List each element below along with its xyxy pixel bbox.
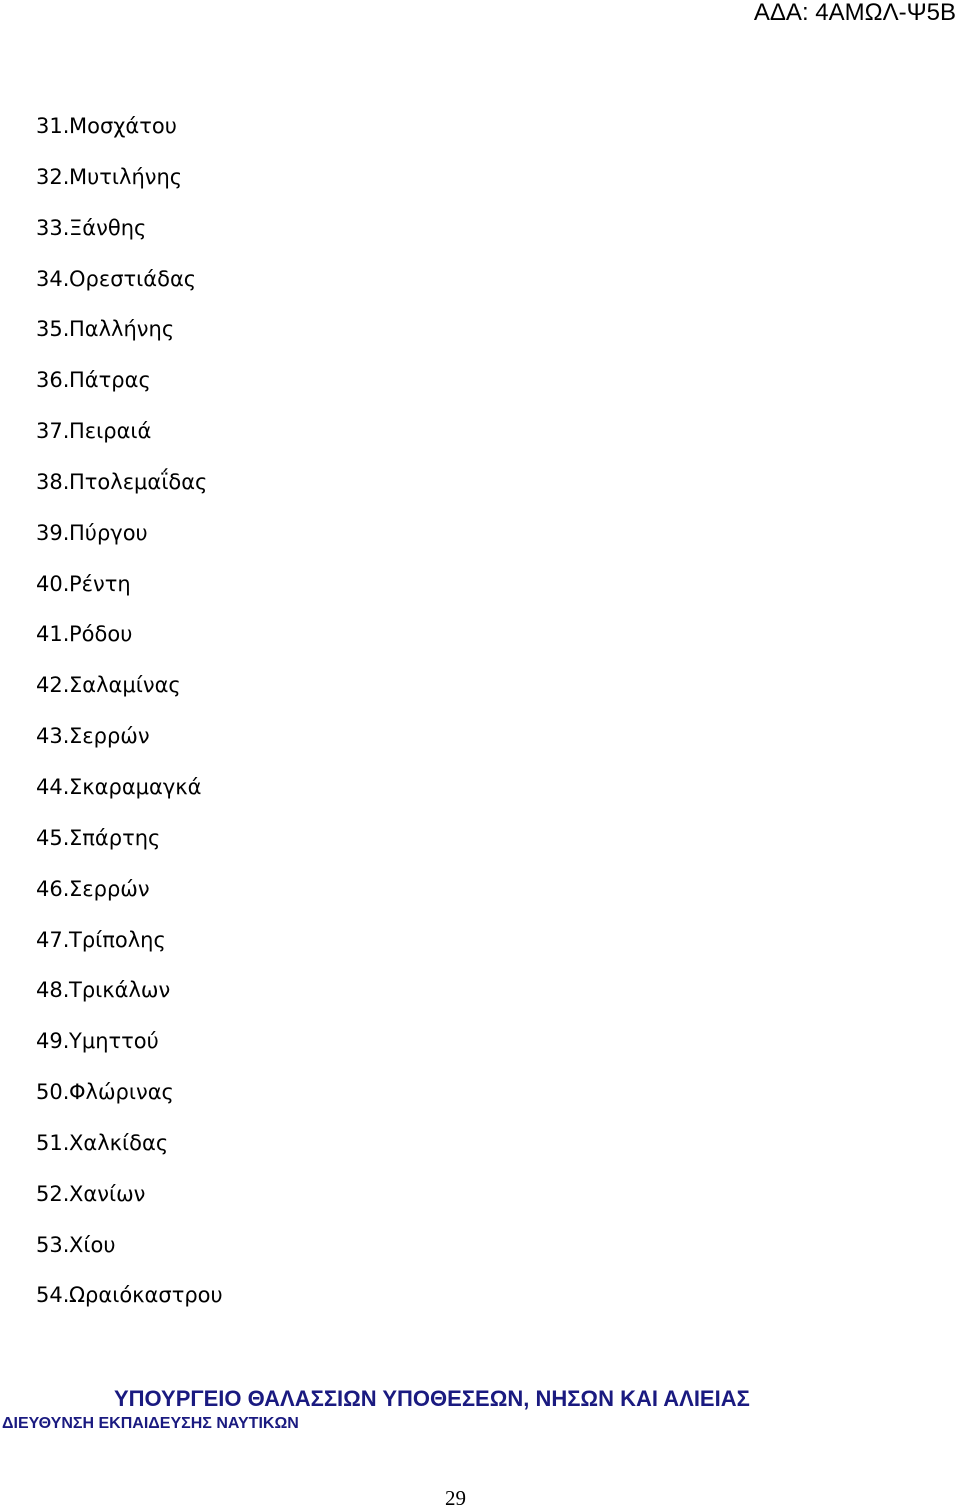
item-name: Τρικάλων — [69, 978, 171, 1003]
item-number: 38. — [36, 469, 70, 494]
item-number: 52. — [36, 1181, 70, 1206]
item-name: Χίου — [69, 1232, 116, 1257]
item-number: 40. — [36, 571, 70, 596]
item-number: 37. — [36, 419, 70, 444]
item-number: 44. — [36, 774, 70, 799]
item-number: 43. — [36, 724, 70, 749]
item-name: Μυτιλήνης — [69, 164, 183, 189]
item-name: Υμηττού — [69, 1029, 159, 1054]
item-number: 34. — [36, 266, 70, 291]
item-name: Τρίπολης — [69, 927, 166, 952]
item-number: 51. — [36, 1130, 70, 1155]
item-number: 54. — [36, 1283, 70, 1308]
item-number: 42. — [36, 673, 70, 698]
item-name: Ξάνθης — [69, 215, 147, 240]
item-number: 36. — [36, 368, 70, 393]
item-name: Χαλκίδας — [69, 1130, 169, 1155]
item-number: 48. — [36, 978, 70, 1003]
item-number: 32. — [36, 164, 70, 189]
item-number: 41. — [36, 622, 70, 647]
item-name: Σαλαμίνας — [69, 673, 181, 698]
item-name: Ωραιόκαστρου — [69, 1283, 223, 1308]
item-name: Σκαραμαγκά — [69, 774, 202, 799]
item-name: Φλώρινας — [69, 1080, 174, 1105]
item-number: 46. — [36, 876, 70, 901]
item-name: Πύργου — [69, 520, 148, 545]
item-name: Σερρών — [69, 876, 150, 901]
item-name: Παλλήνης — [69, 317, 175, 342]
page-number: 29 — [445, 1486, 466, 1510]
item-number: 31. — [36, 114, 70, 138]
item-number: 33. — [36, 215, 70, 240]
item-name: Πάτρας — [69, 368, 151, 393]
item-name: Ορεστιάδας — [69, 266, 197, 291]
item-name: Χανίων — [69, 1181, 146, 1206]
item-name: Πτολεμαΐδας — [69, 469, 208, 494]
item-number: 45. — [36, 825, 70, 850]
item-number: 47. — [36, 927, 70, 952]
ada-code: ΑΔΑ: 4ΑΜΩΛ-Ψ5Β — [753, 0, 956, 26]
item-name: Σερρών — [69, 724, 150, 749]
item-number: 50. — [36, 1080, 70, 1105]
item-number: 53. — [36, 1232, 70, 1257]
item-name: Μοσχάτου — [69, 114, 177, 138]
item-name: Πειραιά — [69, 419, 152, 444]
item-number: 49. — [36, 1029, 70, 1054]
item-number: 39. — [36, 520, 70, 545]
item-name: Ρέντη — [69, 571, 131, 596]
item-name: Ρόδου — [69, 622, 133, 647]
item-name: Σπάρτης — [69, 825, 161, 850]
footer-department: ΔΙΕΥΘΥΝΣΗ ΕΚΠΑΙΔΕΥΣΗΣ ΝΑΥΤΙΚΩΝ — [2, 1415, 299, 1432]
footer-ministry: ΥΠΟΥΡΓΕΙΟ ΘΑΛΑΣΣΙΩΝ ΥΠΟΘΕΣΕΩΝ, ΝΗΣΩΝ ΚΑΙ ΑΛΙΕΙΑΣ — [114, 1386, 750, 1411]
item-number: 35. — [36, 317, 70, 342]
